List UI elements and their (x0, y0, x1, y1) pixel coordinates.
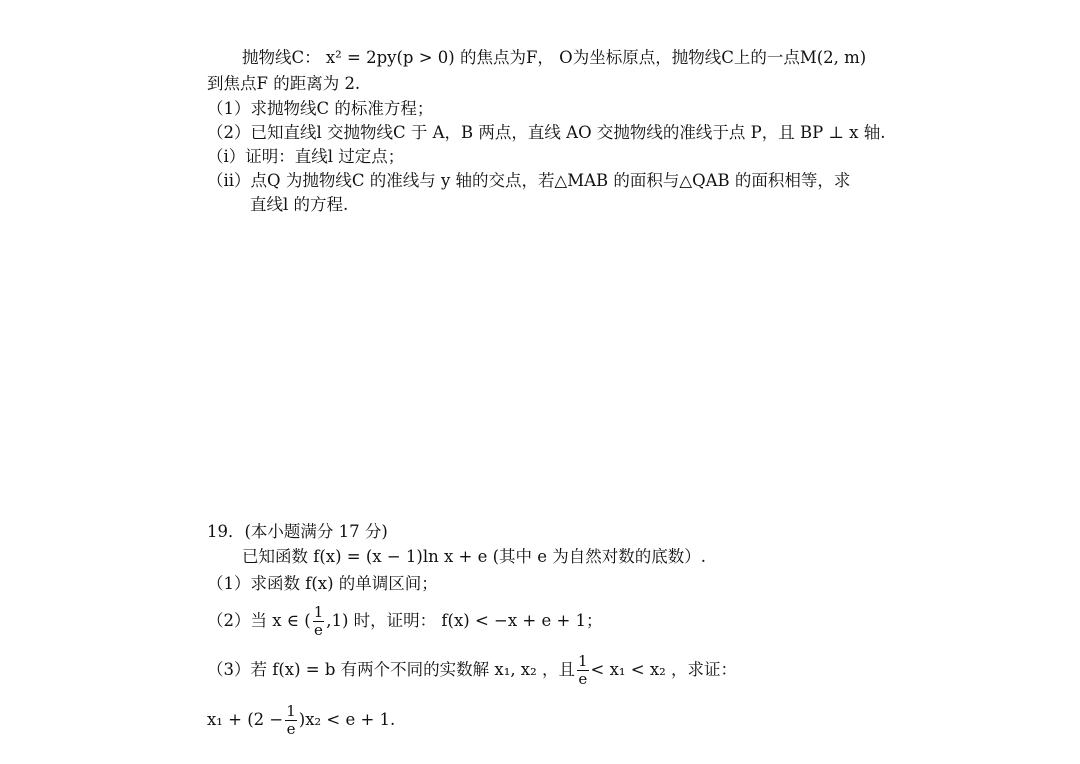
q18-part2: （2）已知直线l 交抛物线C 于 A，B 两点，直线 AO 交抛物线的准线于点 P，且 BP ⊥ x 轴. (207, 123, 886, 142)
q18-part2-ii-line2: 直线l 的方程. (250, 195, 349, 214)
q19-header: 19．(本小题满分 17 分) (207, 522, 388, 541)
q19-part3-fraction (577, 654, 589, 687)
q19-stem: 已知函数 f(x) = (x − 1)ln x + e (其中 e 为自然对数的底数）. (242, 547, 707, 566)
q18-part1: （1）求抛物线C 的标准方程； (207, 99, 434, 118)
q19-part1: （1）求函数 f(x) 的单调区间； (207, 574, 438, 593)
q19-part3-pre: （3）若 f(x) = b 有两个不同的实数解 x₁, x₂ ，且 (207, 660, 575, 679)
fraction-numerator: 1 (577, 652, 588, 670)
q19-part2-fraction (313, 605, 325, 638)
q18-stem-line1: 抛物线C： x² = 2py(p > 0) 的焦点为F， O为坐标原点，抛物线C上的一点M(2, m) (242, 48, 867, 67)
fraction-denominator: e (314, 621, 323, 639)
q19-part2-pre: （2）当 x ∈ ( (207, 611, 311, 630)
q19-conclusion-pre: x₁ + (2 − (207, 710, 284, 729)
q18-part2-i: （i）证明：直线l 过定点； (207, 147, 405, 166)
q19-conclusion-post: )x₂ < e + 1. (298, 710, 396, 729)
fraction-numerator: 1 (313, 603, 324, 621)
q19-part2 (207, 601, 603, 641)
fraction-denominator: e (578, 670, 588, 688)
q19-conclusion-fraction (285, 704, 297, 737)
q18-stem-line2: 到焦点F 的距离为 2. (207, 74, 361, 93)
fraction-numerator: 1 (286, 702, 296, 720)
q19-part2-post: ,1) 时，证明： f(x) < −x + e + 1； (326, 611, 603, 630)
q19-conclusion (207, 700, 395, 740)
q19-part3-post: < x₁ < x₂ ，求证： (590, 660, 738, 679)
fraction-denominator: e (286, 720, 296, 738)
q19-part3 (207, 650, 737, 690)
q18-part2-ii-line1: （ii）点Q 为抛物线C 的准线与 y 轴的交点，若△MAB 的面积与△QAB 的面积相等，求 (207, 171, 851, 190)
